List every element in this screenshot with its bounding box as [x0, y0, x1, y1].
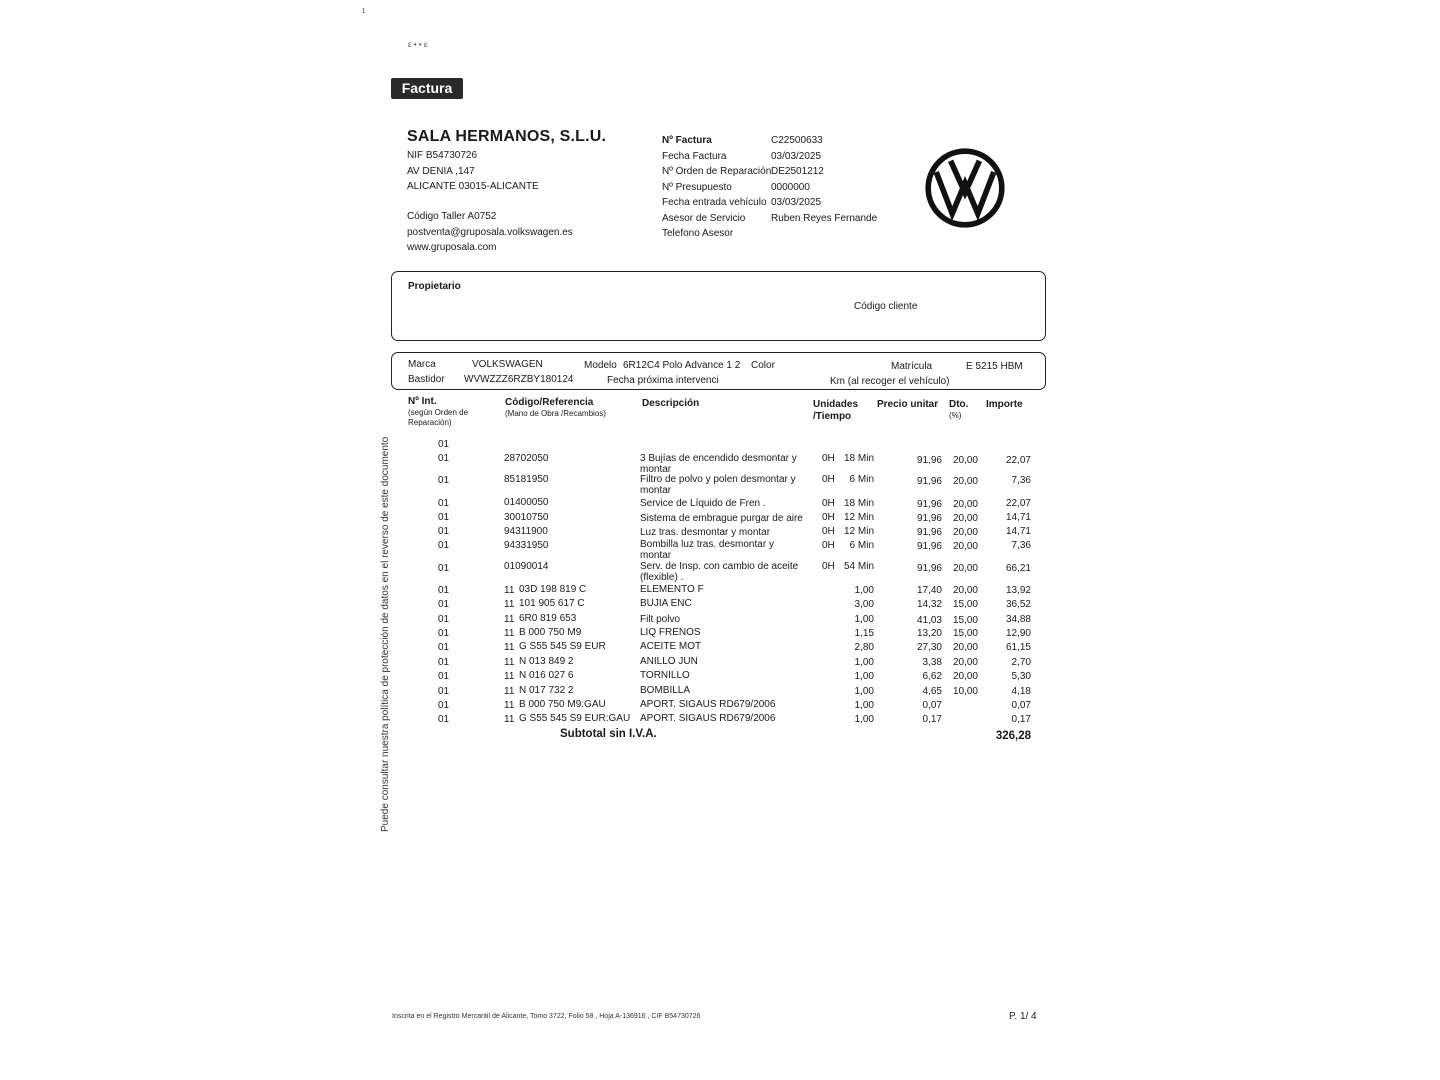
meta-label: Fecha entrada vehículo — [662, 197, 767, 208]
column-header-description: Descripción — [642, 398, 700, 409]
column-header-dto-sub: (%) — [949, 411, 962, 420]
color-label: Color — [751, 360, 775, 371]
company-website: www.gruposala.com — [407, 242, 497, 253]
subtotal-value: 326,28 — [995, 730, 1031, 742]
model-label: Modelo — [584, 360, 617, 371]
company-email: postventa@gruposala.volkswagen.es — [407, 226, 573, 238]
meta-value: DE2501212 — [771, 166, 824, 177]
vin-label: Bastidor — [408, 374, 445, 385]
column-header-price: Precio unitar — [877, 399, 939, 410]
meta-label: Asesor de Servicio — [662, 212, 746, 224]
meta-label: Nº Orden de Reparación — [662, 166, 772, 177]
meta-label: Nº Presupuesto — [662, 181, 732, 193]
column-header-int-sub: (según Orden de Reparación) — [408, 408, 469, 427]
meta-label: Nº Factura — [662, 135, 712, 146]
workshop-code: Código Taller A0752 — [407, 211, 497, 222]
meta-value: 0000000 — [771, 181, 810, 193]
company-street: AV DENIA ,147 — [407, 165, 475, 177]
brand-value: VOLKSWAGEN — [472, 359, 543, 370]
invoice-number-row — [662, 133, 892, 149]
advisor-phone-row — [662, 226, 892, 242]
document-type-badge: Factura — [391, 78, 463, 99]
subtotal-label: Subtotal sin I.V.A. — [560, 728, 657, 740]
model-value: 6R12C4 Polo Advance 1 2 — [623, 360, 741, 371]
client-code-label: Código cliente — [854, 301, 918, 312]
column-header-code: Código/Referencia (Mano de Obra /Recambios) — [505, 397, 635, 419]
column-header-int: Nº Int. (según Orden de Reparación) — [408, 396, 488, 427]
plate-value: E 5215 HBM — [966, 361, 1023, 372]
column-header-units: Unidades /Tiempo — [813, 399, 859, 422]
next-service-label: Fecha próxima intervenci — [607, 375, 719, 386]
company-city: ALICANTE 03015-ALICANTE — [407, 181, 539, 192]
company-contact — [407, 209, 573, 256]
page-number: P. 1/ 4 — [1009, 1011, 1037, 1022]
meta-value: Ruben Reyes Fernande — [771, 212, 878, 224]
meta-value: 03/03/2025 — [771, 150, 822, 162]
registry-footer: Inscrita en el Registro Mercantil de Alicante, Tomo 3722, Folio 58 , Hoja A-136916 , CIF B54730726 — [392, 1013, 701, 1020]
meta-value: C22500633 — [771, 135, 823, 146]
quote-number-row — [662, 180, 892, 196]
owner-label: Propietario — [408, 281, 461, 292]
km-label: Km (al recoger el vehículo) — [830, 376, 950, 387]
meta-value: 03/03/2025 — [771, 197, 822, 208]
owner-box — [391, 271, 1046, 341]
vin-value: WVWZZZ6RZBY180124 — [464, 374, 574, 385]
company-nif: NIF B54730726 — [407, 150, 478, 161]
company-name: SALA HERMANOS, S.L.U. — [407, 128, 607, 145]
company-address — [407, 148, 539, 195]
volkswagen-logo-icon — [925, 148, 1005, 228]
brand-label: Marca — [408, 359, 436, 370]
scan-mark: ε • • ε — [408, 40, 428, 49]
repair-order-row — [662, 164, 892, 180]
invoice-date-row — [662, 149, 892, 165]
service-advisor-row — [662, 211, 892, 227]
invoice-meta — [662, 133, 892, 245]
data-protection-note: Puede consultar nuestra política de protección de datos en el reverso de este documento — [380, 436, 391, 832]
scan-mark: ɪ — [362, 6, 365, 15]
column-header-code-sub: (Mano de Obra /Recambios) — [505, 409, 606, 418]
plate-label: Matrícula — [891, 361, 933, 372]
vehicle-box — [391, 352, 1046, 390]
column-header-dto: Dto. (%) — [949, 399, 969, 420]
column-header-import: Importe — [986, 399, 1023, 410]
invoice-lines-table: Nº Int. (según Orden de Reparación) Código/Referencia (Mano de Obra /Recambios) Descripción Unidades /Tiempo Precio unitar Dto. (%) Importe 01 01 28702050 3 Bujías de encendido desmontar y montar 0H 18 Min 91,96 20,00 22,07 01 85181950 Filtro de polvo y polen desmontar y montar 0H 6 Min 91,96 20,00 7,36 01 01400050 Service de Líquido de Fren . 0H 18 Min 91,96 20,00 22,07 01 30010750 Sistema de embrague purgar de aire 0H 12 Min 91,96 20,00 14,71 01 94311900 Luz tras. desmontar y montar 0H 12 Min 91,96 20,00 14,71 01 94331950 Bombilla luz tras. desmontar y montar 0H 6 Min 91,96 20,00 7,36 01 01090014 Serv. de Insp. con cambio de aceite (flexible) . 0H 54 Min 91,96 20,00 66,21 01 11 03D 198 819 C ELEMENTO F 1,00 17,40 20,00 13,92 01 11 101 905 617 C BUJIA ENC 3,00 14,32 15,00 36,52 01 11 6R0 819 653 Filt polvo 1,00 41,03 15,00 34,88 01 11 B 000 750 M9 LIQ FRENOS 1,15 13,20 15,00 12,90 01 11 G S55 545 S9 EUR ACEITE MOT 2,80 27,30 20,00 61,15 01 11 N 013 849 2 ANILLO JUN 1,00 3,38 20,00 2,70 01 11 N 016 027 6 TORNILLO 1,00 6,62 20,00 5,30 01 11 N 017 732 2 BOMBILLA 1,00 4,65 10,00 4,18 01 11 B 000 750 M9:GAU APORT. SIGAUS RD679/2006 1,00 0,07 0,07 01 11 G S55 545 S9 EUR:GAU APORT. SIGAUS RD679/2006 1,00 0,17 0,17 Subtotal sin I.V.A. 326,28 — [408, 396, 1031, 742]
meta-label: Telefono Asesor — [662, 228, 734, 239]
vehicle-entry-row — [662, 195, 892, 211]
meta-label: Fecha Factura — [662, 150, 727, 162]
